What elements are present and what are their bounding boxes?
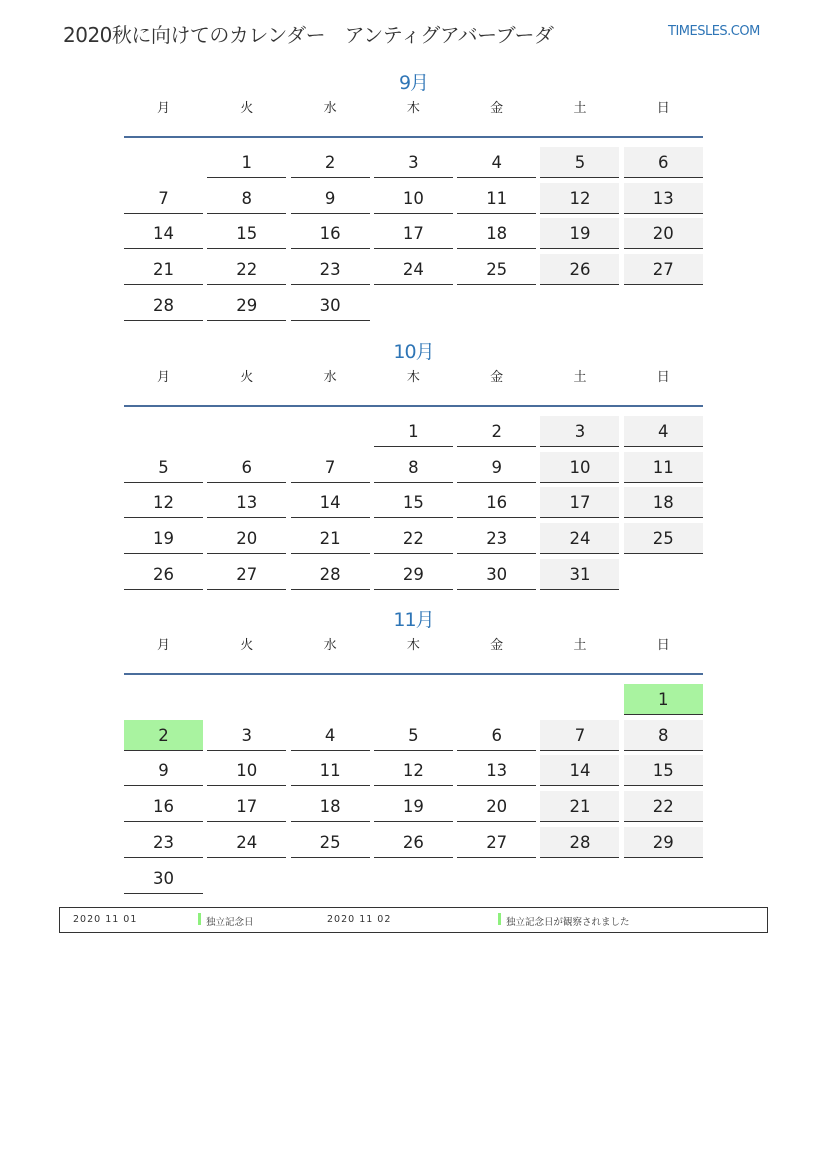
weekday-label: 月 — [156, 101, 170, 116]
weekend-day-cell: 17 — [540, 487, 619, 518]
week-row — [124, 214, 703, 250]
day-cell: 23 — [291, 254, 370, 285]
weekday-label: 月 — [156, 370, 170, 385]
empty-day-cell — [540, 684, 619, 715]
day-cell: 20 — [207, 523, 286, 554]
day-cell: 11 — [457, 183, 536, 214]
empty-day-cell — [457, 863, 536, 894]
day-cell: 30 — [124, 863, 203, 894]
day-cell: 9 — [291, 183, 370, 214]
weekday-label: 金 — [490, 638, 504, 653]
weekend-day-cell: 8 — [624, 720, 703, 751]
weekday-label: 水 — [323, 638, 337, 653]
day-cell: 11 — [291, 755, 370, 786]
month-title: 10月 — [393, 341, 434, 363]
day-cell: 21 — [124, 254, 203, 285]
empty-day-cell — [540, 863, 619, 894]
day-cell: 4 — [291, 720, 370, 751]
weekend-day-cell: 27 — [624, 254, 703, 285]
weekend-day-cell: 4 — [624, 416, 703, 447]
day-cell: 27 — [207, 559, 286, 590]
day-cell: 30 — [457, 559, 536, 590]
day-cell: 14 — [291, 487, 370, 518]
day-cell: 27 — [457, 827, 536, 858]
empty-day-cell — [374, 684, 453, 715]
weekend-day-cell: 25 — [624, 523, 703, 554]
weekend-day-cell: 26 — [540, 254, 619, 285]
weekday-header-row — [124, 365, 703, 407]
holiday-marker — [498, 913, 501, 925]
weekend-day-cell: 7 — [540, 720, 619, 751]
day-cell: 13 — [457, 755, 536, 786]
legend-description: 独立記念日 — [206, 917, 254, 928]
weekday-label: 火 — [240, 101, 254, 116]
day-cell: 21 — [291, 523, 370, 554]
day-cell: 26 — [374, 827, 453, 858]
weekday-label: 木 — [406, 370, 420, 385]
month-september — [124, 70, 703, 321]
day-cell: 2 — [457, 416, 536, 447]
weekday-label: 土 — [573, 370, 587, 385]
weekend-day-cell: 24 — [540, 523, 619, 554]
empty-day-cell — [374, 863, 453, 894]
day-cell: 25 — [291, 827, 370, 858]
holiday-legend — [59, 907, 768, 933]
legend-date: 2020 11 02 — [327, 914, 392, 925]
day-cell: 15 — [374, 487, 453, 518]
day-cell: 5 — [124, 452, 203, 483]
day-cell: 13 — [207, 487, 286, 518]
weekend-day-cell: 10 — [540, 452, 619, 483]
weekend-day-cell: 13 — [624, 183, 703, 214]
weekday-label: 火 — [240, 370, 254, 385]
empty-day-cell — [291, 416, 370, 447]
week-row — [124, 751, 703, 787]
day-cell: 16 — [291, 218, 370, 249]
weekend-day-cell: 11 — [624, 452, 703, 483]
day-cell: 16 — [124, 791, 203, 822]
week-row — [124, 142, 703, 178]
day-cell: 12 — [124, 487, 203, 518]
day-cell: 6 — [207, 452, 286, 483]
day-cell: 1 — [207, 147, 286, 178]
weekend-day-cell: 6 — [624, 147, 703, 178]
weekend-day-cell: 20 — [624, 218, 703, 249]
page-title: 2020秋に向けてのカレンダー アンティグアバーブーダ — [63, 23, 554, 47]
weekend-day-cell: 22 — [624, 791, 703, 822]
month-title: 11月 — [393, 609, 434, 631]
weekend-day-cell: 19 — [540, 218, 619, 249]
week-row — [124, 822, 703, 858]
day-cell: 14 — [124, 218, 203, 249]
day-cell: 1 — [374, 416, 453, 447]
day-cell: 8 — [207, 183, 286, 214]
week-row — [124, 786, 703, 822]
empty-day-cell — [540, 290, 619, 321]
weekday-label: 月 — [156, 638, 170, 653]
day-cell: 12 — [374, 755, 453, 786]
empty-day-cell — [207, 863, 286, 894]
weekend-day-cell: 14 — [540, 755, 619, 786]
month-title: 9月 — [398, 72, 429, 94]
day-cell: 29 — [207, 290, 286, 321]
day-cell: 19 — [374, 791, 453, 822]
week-row — [124, 715, 703, 751]
week-row — [124, 285, 703, 321]
holiday-day-cell: 1 — [624, 684, 703, 715]
day-cell: 10 — [207, 755, 286, 786]
week-row — [124, 679, 703, 715]
day-cell: 23 — [124, 827, 203, 858]
empty-day-cell — [291, 684, 370, 715]
day-cell: 19 — [124, 523, 203, 554]
legend-description: 独立記念日が観察されました — [506, 917, 630, 928]
day-cell: 24 — [374, 254, 453, 285]
empty-day-cell — [124, 684, 203, 715]
day-cell: 7 — [291, 452, 370, 483]
empty-day-cell — [457, 290, 536, 321]
day-cell: 26 — [124, 559, 203, 590]
site-link[interactable]: TIMESLES.COM — [668, 24, 760, 39]
empty-day-cell — [291, 863, 370, 894]
empty-day-cell — [624, 863, 703, 894]
day-cell: 18 — [457, 218, 536, 249]
day-cell: 17 — [207, 791, 286, 822]
weekday-label: 金 — [490, 101, 504, 116]
week-row — [124, 554, 703, 590]
day-cell: 9 — [457, 452, 536, 483]
month-october — [124, 339, 703, 590]
weekday-label: 日 — [656, 638, 670, 653]
weekday-header-row — [124, 633, 703, 675]
day-cell: 2 — [291, 147, 370, 178]
day-cell: 24 — [207, 827, 286, 858]
empty-day-cell — [207, 416, 286, 447]
empty-day-cell — [374, 290, 453, 321]
legend-date: 2020 11 01 — [73, 914, 138, 925]
weekday-label: 土 — [573, 638, 587, 653]
month-november — [124, 607, 703, 894]
empty-day-cell — [207, 684, 286, 715]
week-row — [124, 411, 703, 447]
week-row — [124, 178, 703, 214]
weekend-day-cell: 15 — [624, 755, 703, 786]
empty-day-cell — [457, 684, 536, 715]
week-row — [124, 447, 703, 483]
weekday-label: 火 — [240, 638, 254, 653]
day-cell: 22 — [207, 254, 286, 285]
day-cell: 5 — [374, 720, 453, 751]
weekday-header-row — [124, 96, 703, 138]
weekend-day-cell: 31 — [540, 559, 619, 590]
weekday-label: 金 — [490, 370, 504, 385]
holiday-marker — [198, 913, 201, 925]
day-cell: 23 — [457, 523, 536, 554]
day-cell: 20 — [457, 791, 536, 822]
week-row — [124, 249, 703, 285]
holiday-day-cell: 2 — [124, 720, 203, 751]
day-cell: 28 — [124, 290, 203, 321]
weekday-label: 日 — [656, 370, 670, 385]
weekend-day-cell: 29 — [624, 827, 703, 858]
day-cell: 10 — [374, 183, 453, 214]
week-row — [124, 483, 703, 519]
weekday-label: 木 — [406, 101, 420, 116]
weekday-label: 水 — [323, 370, 337, 385]
weekday-label: 木 — [406, 638, 420, 653]
weekday-label: 水 — [323, 101, 337, 116]
day-cell: 30 — [291, 290, 370, 321]
day-cell: 9 — [124, 755, 203, 786]
weekend-day-cell: 5 — [540, 147, 619, 178]
day-cell: 8 — [374, 452, 453, 483]
day-cell: 3 — [207, 720, 286, 751]
day-cell: 4 — [457, 147, 536, 178]
week-row — [124, 858, 703, 894]
day-cell: 16 — [457, 487, 536, 518]
weekday-label: 土 — [573, 101, 587, 116]
weekday-label: 日 — [656, 101, 670, 116]
day-cell: 28 — [291, 559, 370, 590]
weekend-day-cell: 12 — [540, 183, 619, 214]
day-cell: 25 — [457, 254, 536, 285]
empty-day-cell — [624, 559, 703, 590]
weekend-day-cell: 21 — [540, 791, 619, 822]
day-cell: 3 — [374, 147, 453, 178]
day-cell: 15 — [207, 218, 286, 249]
day-cell: 17 — [374, 218, 453, 249]
empty-day-cell — [124, 416, 203, 447]
empty-day-cell — [624, 290, 703, 321]
day-cell: 7 — [124, 183, 203, 214]
weekend-day-cell: 28 — [540, 827, 619, 858]
day-cell: 22 — [374, 523, 453, 554]
day-cell: 6 — [457, 720, 536, 751]
day-cell: 18 — [291, 791, 370, 822]
weekend-day-cell: 3 — [540, 416, 619, 447]
empty-day-cell — [124, 147, 203, 178]
weekend-day-cell: 18 — [624, 487, 703, 518]
day-cell: 29 — [374, 559, 453, 590]
week-row — [124, 518, 703, 554]
